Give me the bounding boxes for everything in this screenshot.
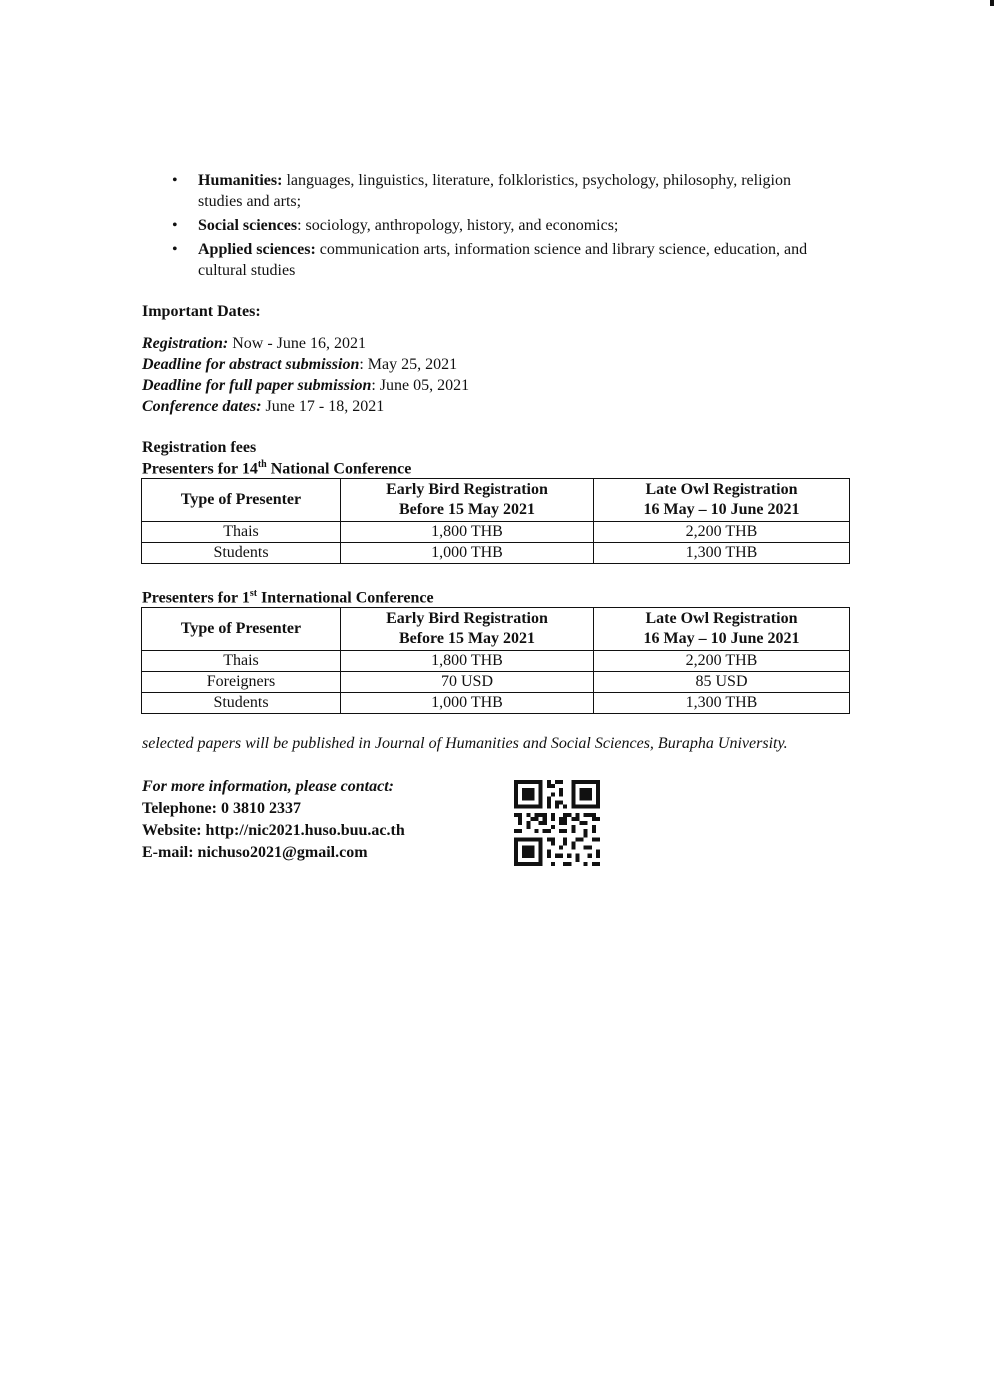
header-type: Type of Presenter: [142, 479, 341, 522]
list-item: • Social sciences: sociology, anthropology, history, and economics;: [172, 215, 822, 236]
table-row: Thais 1,800 THB 2,200 THB: [142, 651, 850, 672]
date-registration: Registration: Now - June 16, 2021: [142, 335, 366, 352]
scan-mark: [990, 0, 994, 6]
international-fees-table: [141, 607, 850, 714]
contact-email: E-mail: nichuso2021@gmail.com: [142, 844, 368, 861]
list-item: • Applied sciences: communication arts, information science and library science, education, and cultural studies: [172, 239, 822, 281]
list-item: • Humanities: languages, linguistics, literature, folkloristics, psychology, philosophy, religion studies and arts;: [172, 170, 822, 212]
national-table-title: Presenters for 14th National Conference: [142, 459, 412, 478]
research-fields-list: [172, 170, 822, 284]
header-late: Late Owl Registration 16 May – 10 June 2021: [594, 479, 850, 522]
date-conference: Conference dates: June 17 - 18, 2021: [142, 398, 385, 415]
header-early: Early Bird Registration Before 15 May 2021: [341, 479, 594, 522]
contact-telephone: Telephone: 0 3810 2337: [142, 800, 301, 817]
table-row: Students 1,000 THB 1,300 THB: [142, 543, 850, 564]
table-row: Students 1,000 THB 1,300 THB: [142, 693, 850, 714]
table-row: Foreigners 70 USD 85 USD: [142, 672, 850, 693]
contact-lead: For more information, please contact:: [142, 778, 394, 795]
national-fees-table: [141, 478, 850, 564]
contact-website: Website: http://nic2021.huso.buu.ac.th: [142, 822, 405, 839]
table-row: Thais 1,800 THB 2,200 THB: [142, 522, 850, 543]
registration-fees-heading: Registration fees: [142, 439, 257, 456]
header-type: Type of Presenter: [142, 608, 341, 651]
date-fullpaper-deadline: Deadline for full paper submission: June 05, 2021: [142, 377, 470, 394]
international-table-title: Presenters for 1st International Conference: [142, 588, 434, 607]
important-dates-list: [142, 333, 469, 417]
table-header-row: [142, 479, 850, 522]
table-header-row: [142, 608, 850, 651]
date-abstract-deadline: Deadline for abstract submission: May 25, 2021: [142, 356, 458, 373]
header-late: Late Owl Registration 16 May – 10 June 2021: [594, 608, 850, 651]
header-early: Early Bird Registration Before 15 May 2021: [341, 608, 594, 651]
qr-code-icon[interactable]: [514, 780, 600, 866]
important-dates-heading: Important Dates:: [142, 303, 261, 320]
publication-note: selected papers will be published in Journal of Humanities and Social Sciences, Burapha University.: [142, 735, 788, 752]
contact-block: [142, 776, 405, 864]
